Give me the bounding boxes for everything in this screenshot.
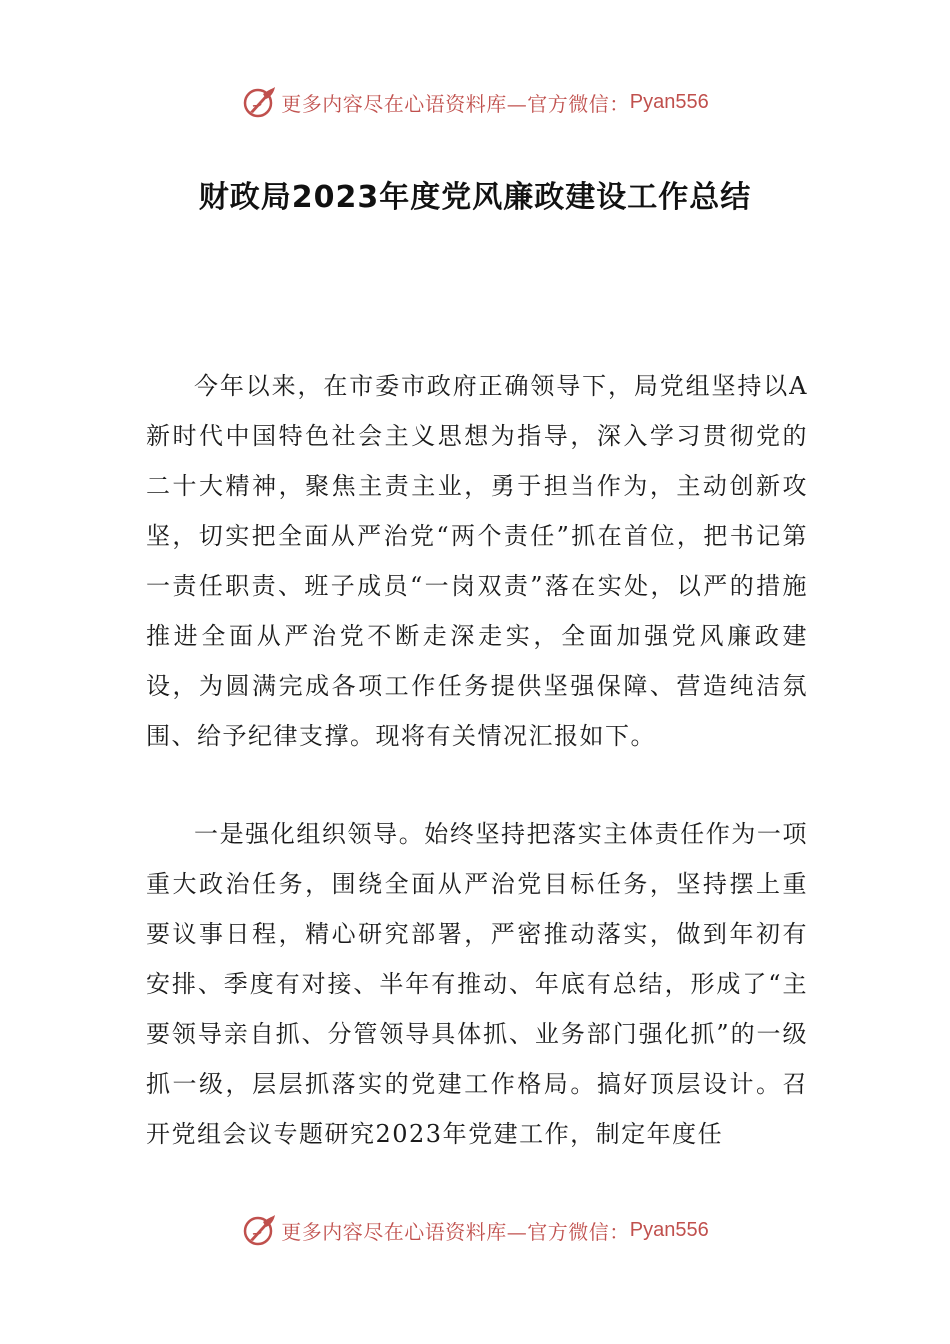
watermark-wechat-id: Pyan556 [629, 1218, 709, 1241]
quill-logo-icon [241, 1212, 277, 1248]
watermark-text: 更多内容尽在心语资料库—官方微信： [281, 91, 630, 116]
watermark-footer [0, 1210, 950, 1250]
watermark-wechat-id: Pyan556 [629, 90, 709, 113]
quill-logo-icon [241, 84, 277, 120]
paragraph-intro: 今年以来，在市委市政府正确领导下，局党组坚持以A新时代中国特色社会主义思想为指导，深入学习贯彻党的二十大精神，聚焦主责主业，勇于担当作为，主动创新攻坚，切实把全面从严治党“两个责任”抓在首位，把书记第一责任职责、班子成员“一岗双责”落在实处，以严的措施推进全面从严治党不断走深走实，全面加强党风廉政建设，为圆满完成各项工作任务提供坚强保障、营造纯洁氛围、给予纪律支撑。现将有关情况汇报如下。 [146, 372, 808, 750]
watermark-header [0, 82, 950, 122]
watermark-text: 更多内容尽在心语资料库—官方微信： [281, 1219, 630, 1244]
paragraph-organization-leadership: 一是强化组织领导。始终坚持把落实主体责任作为一项重大政治任务，围绕全面从严治党目标任务，坚持摆上重要议事日程，精心研究部署，严密推动落实，做到年初有安排、季度有对接、半年有推动、年底有总结，形成了“主要领导亲自抓、分管领导具体抓、业务部门强化抓”的一级抓一级，层层抓落实的党建工作格局。搞好顶层设计。召开党组会议专题研究2023年党建工作，制定年度任 [146, 820, 808, 1148]
document-title: 财政局2023年度党风廉政建设工作总结 [198, 180, 752, 215]
